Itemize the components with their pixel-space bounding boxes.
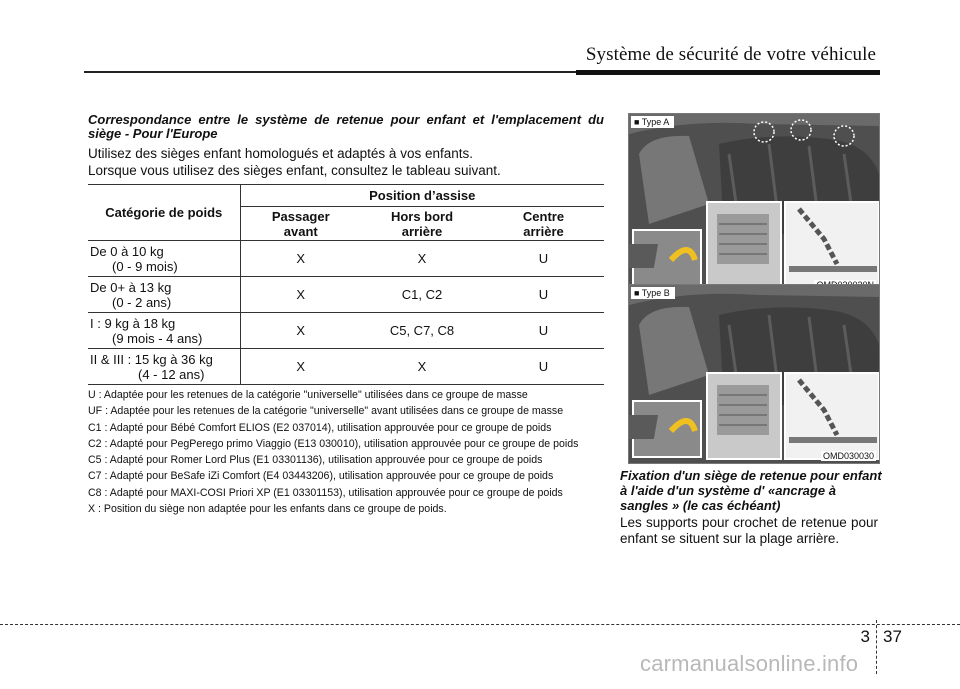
footnote: UF : Adaptée pour les retenues de la catégorie "universelle" avant utilisées dans ce groupe de masse — [88, 405, 564, 418]
table-row — [88, 241, 604, 277]
page-number: 37 — [883, 627, 902, 646]
outboard-rear-cell: C1, C2 — [361, 277, 483, 313]
seat-position-table — [88, 184, 604, 385]
front-passenger-cell: X — [240, 241, 361, 277]
watermark: carmanualsonline.info — [640, 651, 859, 676]
center-rear-cell: U — [483, 277, 604, 313]
table-row — [88, 277, 604, 313]
table-footnotes — [88, 389, 604, 519]
footnote: C5 : Adapté pour Romer Lord Plus (E1 03301136), utilisation approuvée pour ce groupe de poids — [88, 454, 543, 467]
footnote: C8 : Adapté pour MAXI-COSI Priori XP (E1 03301153), utilisation approuvée pour ce groupe de poids — [88, 486, 563, 499]
column-header-outboard-rear: Hors bord arrière — [361, 207, 483, 241]
table-row — [88, 349, 604, 385]
figure-type-label: ■ Type A — [631, 116, 674, 128]
rear-seat-illustration — [629, 114, 879, 292]
footer-divider — [876, 620, 877, 674]
intro-paragraph-1: Utilisez des sièges enfant homologués et adaptés à vos enfants. — [88, 146, 473, 161]
seat-position-header: Position d’assise — [240, 185, 604, 207]
outboard-rear-cell: X — [361, 241, 483, 277]
column-header-front: Passager avant — [240, 207, 361, 241]
outboard-rear-cell: C5, C7, C8 — [361, 313, 483, 349]
intro-paragraph-2: Lorsque vous utilisez des sièges enfant, consultez le tableau suivant. — [88, 163, 501, 178]
front-passenger-cell: X — [240, 313, 361, 349]
anchor-section-body: Les supports pour crochet de retenue pour enfant se situent sur la plage arrière. — [620, 515, 878, 546]
weight-category-header: Catégorie de poids — [88, 185, 240, 241]
table-heading: Correspondance entre le système de retenue pour enfant et l'emplacement du siège - Pour l'Europe — [88, 112, 604, 141]
figure-type-label: ■ Type B — [631, 287, 675, 299]
chapter-number: 3 — [860, 627, 870, 646]
weight-category-cell: De 0 à 10 kg (0 - 9 mois) — [88, 241, 240, 277]
figure-type-b — [628, 284, 880, 464]
weight-category-cell: De 0+ à 13 kg (0 - 2 ans) — [88, 277, 240, 313]
footnote: U : Adaptée pour les retenues de la catégorie "universelle" utilisées dans ce groupe de masse — [88, 389, 528, 401]
weight-category-cell: I : 9 kg à 18 kg (9 mois - 4 ans) — [88, 313, 240, 349]
column-header-center-rear: Centre arrière — [483, 207, 604, 241]
section-title: Système de sécurité de votre véhicule — [585, 44, 876, 65]
rear-seat-illustration — [629, 285, 879, 463]
footer-rule — [0, 624, 960, 625]
weight-category-cell: II & III : 15 kg à 36 kg (4 - 12 ans) — [88, 349, 240, 385]
figure-code: OMD030030 — [822, 451, 874, 461]
center-rear-cell: U — [483, 349, 604, 385]
table-row — [88, 313, 604, 349]
figure-type-a — [628, 113, 880, 293]
anchor-section-heading: Fixation d'un siège de retenue pour enfant à l'aide d'un système d' «ancrage à sangles » (le cas échéant) — [620, 468, 882, 513]
footnote: C1 : Adapté pour Bébé Comfort ELIOS (E2 037014), utilisation approuvée pour ce groupe de poids — [88, 421, 552, 434]
front-passenger-cell: X — [240, 277, 361, 313]
center-rear-cell: U — [483, 241, 604, 277]
outboard-rear-cell: X — [361, 349, 483, 385]
footnote: C7 : Adapté pour BeSafe iZi Comfort (E4 03443206), utilisation approuvée pour ce groupe de poids — [88, 470, 554, 483]
footnote: C2 : Adapté pour PegPerego primo Viaggio (E13 030010), utilisation approuvée pour ce groupe de poids — [88, 437, 579, 450]
front-passenger-cell: X — [240, 349, 361, 385]
header-rule-accent — [576, 70, 880, 75]
footnote: X : Position du siège non adaptée pour les enfants dans ce groupe de poids. — [88, 503, 447, 516]
center-rear-cell: U — [483, 313, 604, 349]
